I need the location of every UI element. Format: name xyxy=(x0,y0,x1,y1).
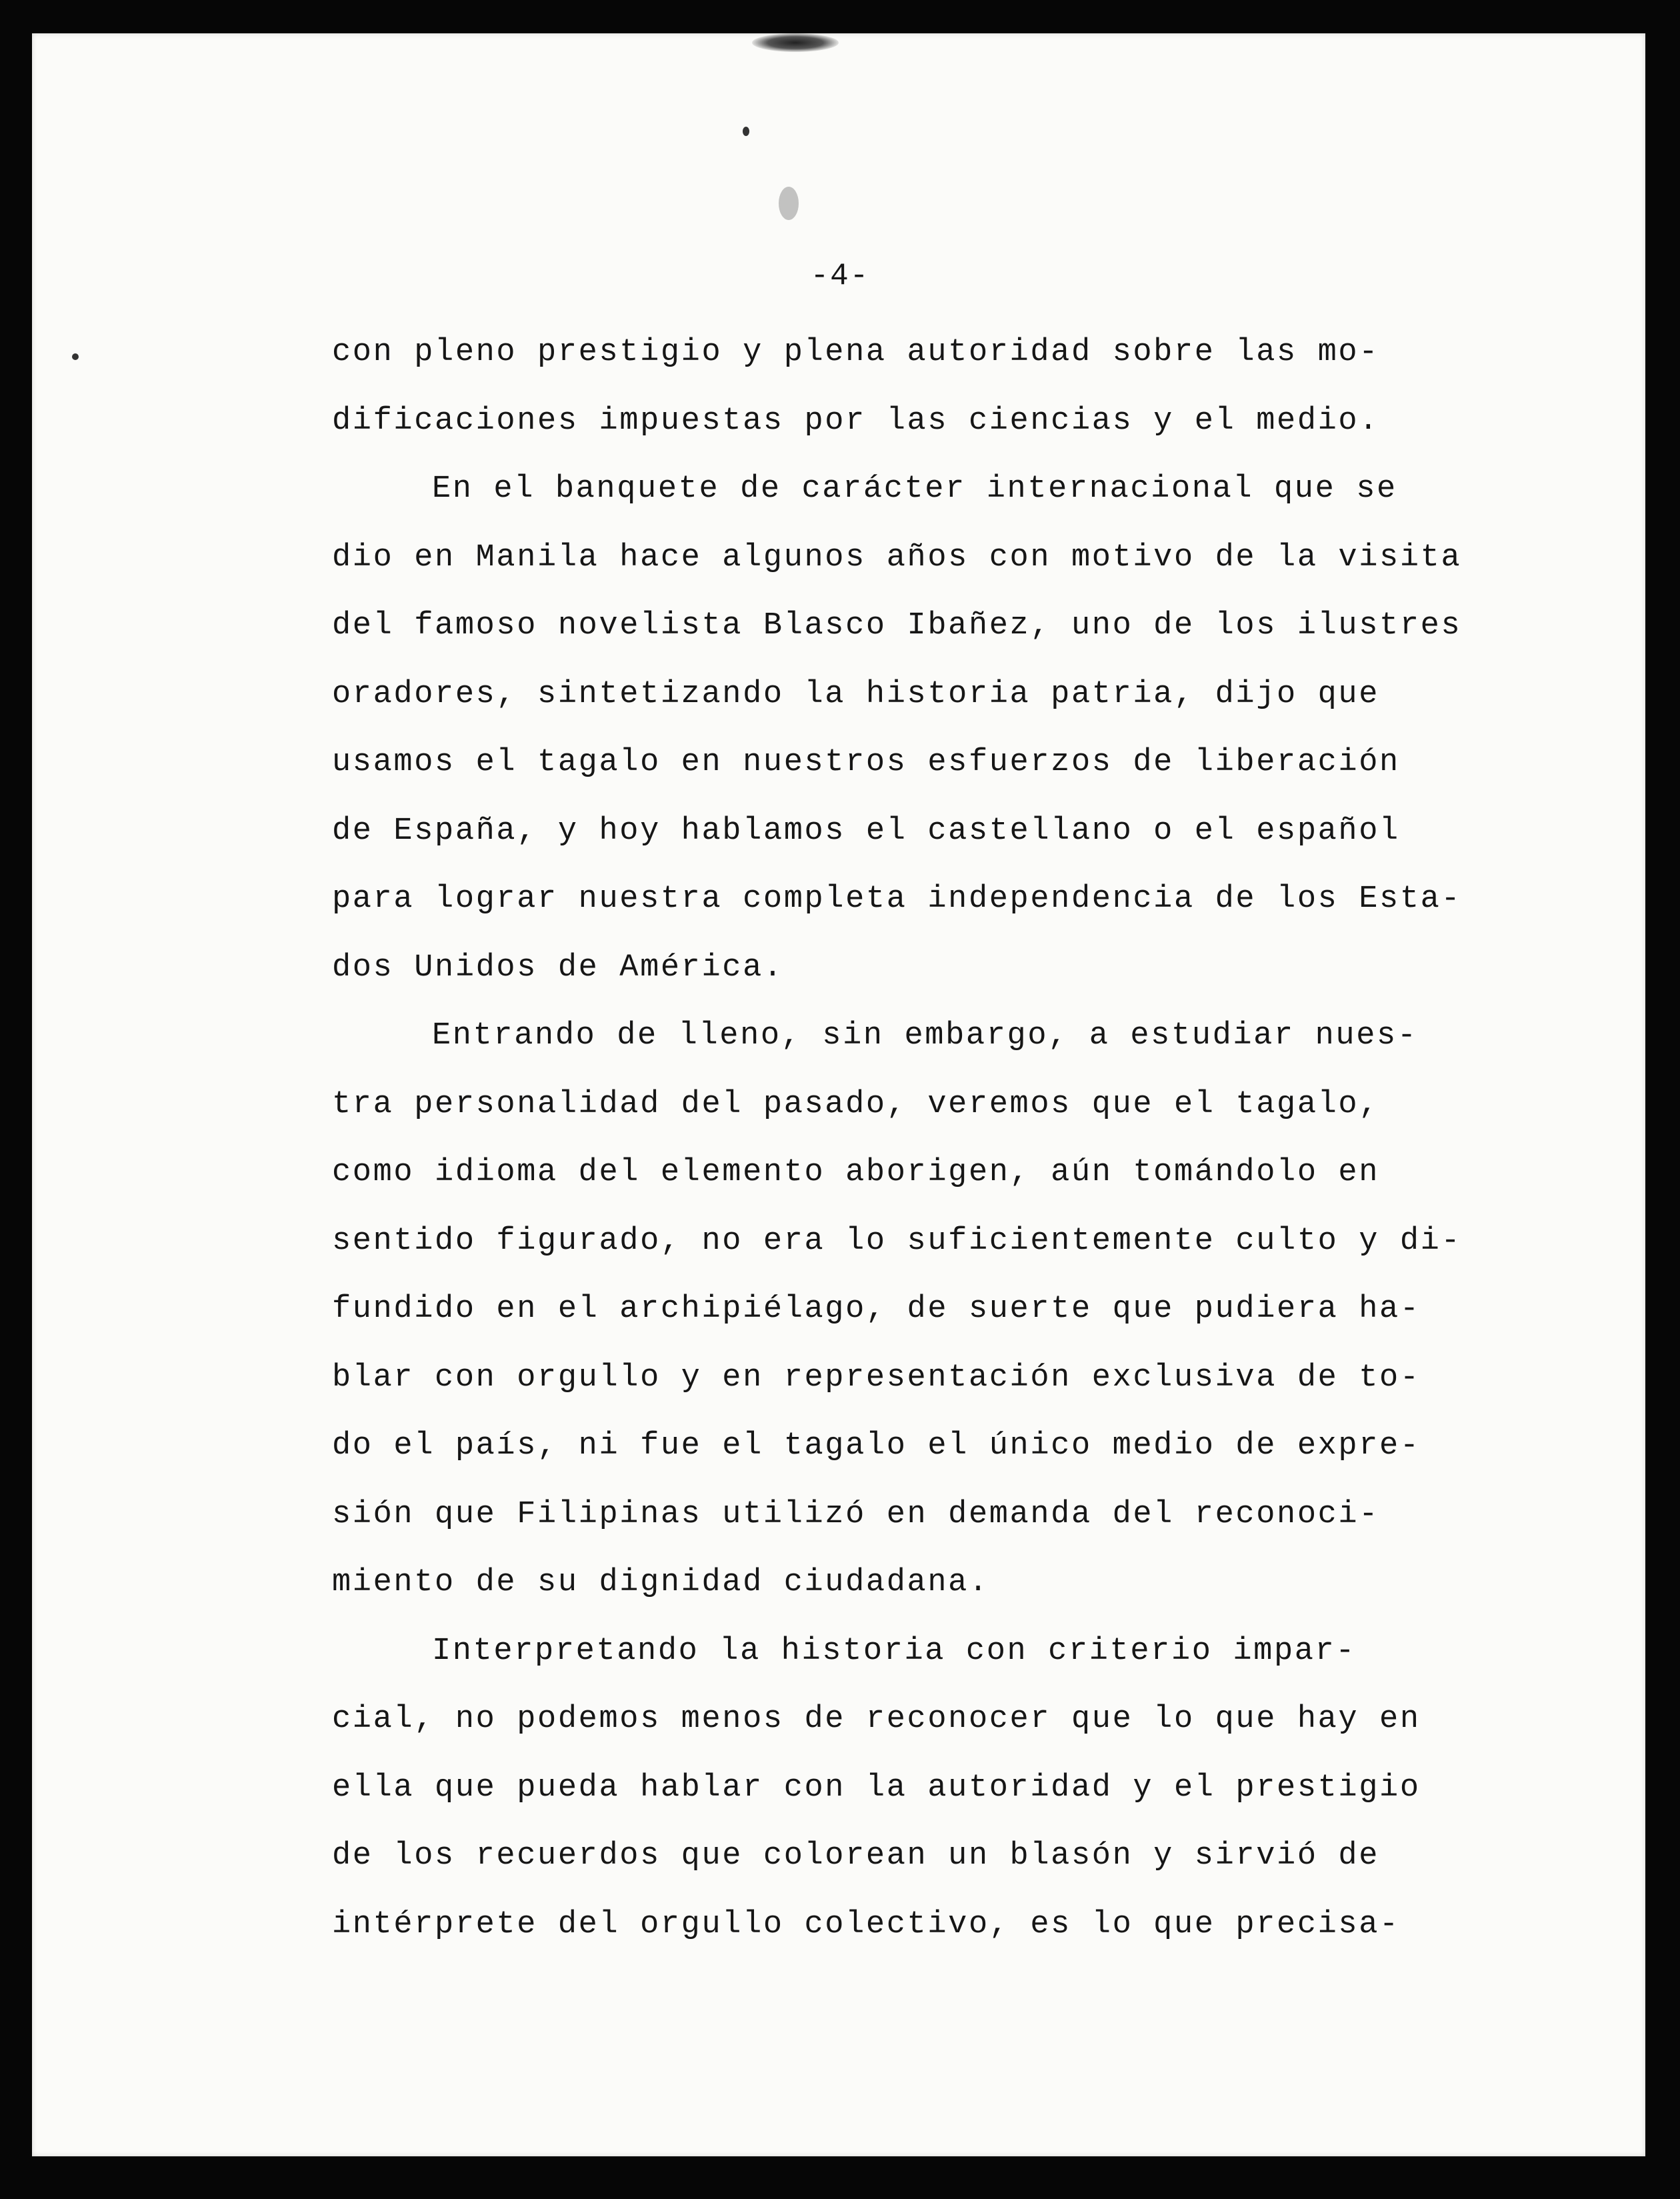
text-line: do el país, ni fue el tagalo el único medio de expre- xyxy=(332,1428,1421,1464)
text-line: usamos el tagalo en nuestros esfuerzos de liberación xyxy=(332,745,1400,780)
text-line: En el banquete de carácter internacional que se xyxy=(432,471,1397,507)
text-line: cial, no podemos menos de reconocer que lo que hay en xyxy=(332,1702,1421,1737)
text-line: tra personalidad del pasado, veremos que el tagalo, xyxy=(332,1086,1380,1122)
text-line: Entrando de lleno, sin embargo, a estudiar nues- xyxy=(432,1018,1418,1053)
text-line: de los recuerdos que colorean un blasón y sirvió de xyxy=(332,1838,1380,1874)
scan-speck xyxy=(72,353,79,360)
text-line: blar con orgullo y en representación exclusiva de to- xyxy=(332,1360,1421,1396)
text-line: sión que Filipinas utilizó en demanda del reconoci- xyxy=(332,1496,1380,1532)
page-number: -4- xyxy=(810,259,870,293)
scan-smudge xyxy=(752,33,839,52)
text-line: oradores, sintetizando la historia patria, dijo que xyxy=(332,676,1380,712)
text-line: del famoso novelista Blasco Ibañez, uno de los ilustres xyxy=(332,608,1462,643)
text-line: para lograr nuestra completa independencia de los Esta- xyxy=(332,881,1462,917)
text-line: dio en Manila hace algunos años con motivo de la visita xyxy=(332,539,1462,575)
scan-speck xyxy=(743,127,749,136)
text-line: sentido figurado, no era lo suficientemente culto y di- xyxy=(332,1223,1462,1259)
text-line: Interpretando la historia con criterio impar- xyxy=(432,1633,1357,1669)
document-body xyxy=(332,319,1465,1959)
text-line: miento de su dignidad ciudadana. xyxy=(332,1565,989,1600)
text-line: ella que pueda hablar con la autoridad y el prestigio xyxy=(332,1770,1421,1806)
text-line: dos Unidos de América. xyxy=(332,949,784,985)
text-line: como idioma del elemento aborigen, aún tomándolo en xyxy=(332,1155,1380,1190)
text-line: con pleno prestigio y plena autoridad sobre las mo- xyxy=(332,335,1380,370)
text-line: intérprete del orgullo colectivo, es lo que precisa- xyxy=(332,1906,1400,1942)
scan-speck xyxy=(779,187,799,220)
text-line: fundido en el archipiélago, de suerte que pudiera ha- xyxy=(332,1292,1421,1327)
text-line: de España, y hoy hablamos el castellano o el español xyxy=(332,813,1400,849)
text-line: dificaciones impuestas por las ciencias y el medio. xyxy=(332,403,1380,439)
